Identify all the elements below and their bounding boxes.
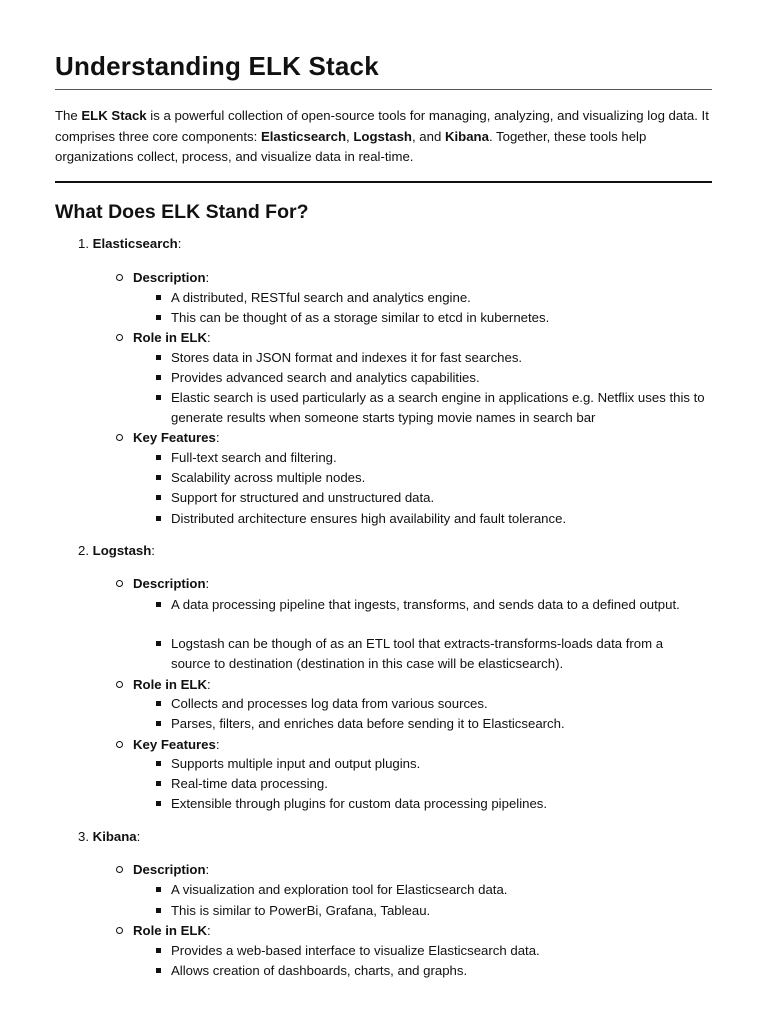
square-bullet-icon (156, 602, 161, 607)
list-item-text: Logstash can be though of as an ETL tool that extracts-transforms-loads data from a source to destination (destination in this case will be elasticsearch). (171, 636, 664, 671)
sub-item-text (133, 735, 220, 755)
sub-item-label: Key Features (133, 430, 216, 445)
sub-item-label: Key Features (133, 737, 216, 752)
list-item (156, 941, 706, 961)
square-bullet-icon (156, 887, 161, 892)
numbered-item (78, 827, 140, 847)
colon: : (215, 737, 220, 752)
square-bullet-icon (156, 455, 161, 460)
list-item-text: Provides a web-based interface to visualize Elasticsearch data. (171, 943, 540, 958)
list-item (156, 468, 706, 488)
square-bullet-icon (156, 355, 161, 360)
sub-item-label: Role in ELK (133, 923, 207, 938)
square-bullet-icon (156, 295, 161, 300)
numbered-item (78, 234, 181, 254)
list-item-text: Parses, filters, and enriches data before sending it to Elasticsearch. (171, 716, 565, 731)
sub-item-label: Role in ELK (133, 330, 207, 345)
list-item (156, 448, 706, 468)
circle-bullet-icon (116, 274, 123, 281)
page-title: Understanding ELK Stack (55, 51, 379, 81)
square-bullet-icon (156, 641, 161, 646)
square-bullet-icon (156, 495, 161, 500)
colon: : (136, 829, 141, 844)
item-number: 1. (78, 236, 89, 251)
circle-bullet-icon (116, 434, 123, 441)
colon: : (205, 862, 210, 877)
list-item (156, 774, 706, 794)
square-bullet-icon (156, 516, 161, 521)
colon: : (177, 236, 182, 251)
list-item (156, 488, 706, 508)
numbered-item (78, 541, 155, 561)
square-bullet-icon (156, 781, 161, 786)
list-item-text: Real-time data processing. (171, 776, 328, 791)
list-item (156, 348, 706, 368)
sub-item-text (133, 921, 211, 941)
list-item (156, 634, 706, 674)
intro-bold-kibana: Kibana (444, 128, 489, 144)
intro-text: , and (411, 128, 445, 144)
sub-item-label: Description (133, 270, 206, 285)
sub-item-text (133, 574, 209, 594)
sub-item-text (133, 328, 211, 348)
intro-text: The (55, 108, 82, 123)
list-item (156, 754, 706, 774)
list-item-text: A distributed, RESTful search and analytics engine. (171, 290, 471, 305)
square-bullet-icon (156, 908, 161, 913)
list-item-text: Extensible through plugins for custom data processing pipelines. (171, 796, 548, 811)
square-bullet-icon (156, 801, 161, 806)
square-bullet-icon (156, 701, 161, 706)
list-item (156, 288, 706, 308)
list-item (156, 694, 706, 714)
sub-item-label: Description (133, 862, 206, 877)
intro-bold-elk-stack: ELK Stack (81, 108, 147, 123)
circle-bullet-icon (116, 681, 123, 688)
list-item-text: A visualization and exploration tool for Elasticsearch data. (171, 882, 508, 897)
component-name: Kibana (92, 829, 137, 844)
section-heading: What Does ELK Stand For? (55, 201, 309, 223)
colon: : (215, 430, 220, 445)
list-item-text: Collects and processes log data from various sources. (171, 696, 488, 711)
list-item (156, 308, 706, 328)
list-item-text: This can be thought of as a storage similar to etcd in kubernetes. (171, 310, 550, 325)
square-bullet-icon (156, 395, 161, 400)
list-item-text: Distributed architecture ensures high availability and fault tolerance. (171, 511, 567, 526)
circle-bullet-icon (116, 927, 123, 934)
colon: : (207, 923, 211, 938)
list-item-text: Scalability across multiple nodes. (171, 470, 366, 485)
sub-item-text (133, 860, 209, 880)
list-item (156, 595, 706, 615)
list-item (156, 714, 706, 734)
sub-item-text (133, 675, 211, 695)
list-item-text: Elastic search is used particularly as a search engine in applications e.g. Netflix uses this to generate results when someone starts typing movie names in search bar (171, 390, 705, 425)
list-item-text: Stores data in JSON format and indexes it for fast searches. (171, 350, 523, 365)
list-item-text: Supports multiple input and output plugins. (171, 756, 421, 771)
list-item-text: Support for structured and unstructured data. (171, 490, 435, 505)
square-bullet-icon (156, 315, 161, 320)
title-divider (55, 89, 712, 90)
intro-text: . Together, these tools help organizations collect, process, and visualize data in real-time. (55, 128, 647, 164)
intro-text: , (346, 128, 354, 144)
sub-item-label: Role in ELK (133, 677, 207, 692)
square-bullet-icon (156, 375, 161, 380)
square-bullet-icon (156, 761, 161, 766)
square-bullet-icon (156, 968, 161, 973)
sub-item-label: Description (133, 576, 206, 591)
circle-bullet-icon (116, 866, 123, 873)
colon: : (207, 330, 211, 345)
item-number: 3. (78, 829, 89, 844)
square-bullet-icon (156, 721, 161, 726)
list-item (156, 509, 706, 529)
intro-text: is a powerful collection of open-source tools for managing, analyzing, and visualizing log data. It comprises three core components: (55, 108, 709, 144)
list-item-text: This is similar to PowerBi, Grafana, Tableau. (171, 903, 431, 918)
colon: : (151, 543, 155, 558)
list-item-text: A data processing pipeline that ingests, transforms, and sends data to a defined output. (171, 597, 680, 612)
circle-bullet-icon (116, 580, 123, 587)
intro-bold-logstash: Logstash (353, 128, 412, 144)
circle-bullet-icon (116, 334, 123, 341)
colon: : (205, 576, 210, 591)
component-name: Logstash (92, 543, 152, 558)
list-item (156, 368, 706, 388)
square-bullet-icon (156, 475, 161, 480)
intro-bold-elasticsearch: Elasticsearch (260, 128, 347, 144)
square-bullet-icon (156, 948, 161, 953)
list-item (156, 961, 706, 981)
list-item (156, 880, 706, 900)
list-item (156, 388, 706, 428)
list-item-text: Provides advanced search and analytics capabilities. (171, 370, 480, 385)
section-divider (55, 181, 712, 183)
circle-bullet-icon (116, 741, 123, 748)
list-item-text: Full-text search and filtering. (171, 450, 337, 465)
colon: : (207, 677, 211, 692)
list-item (156, 901, 706, 921)
component-name: Elasticsearch (92, 236, 178, 251)
sub-item-text (133, 428, 220, 448)
list-item (156, 794, 706, 814)
intro-paragraph (55, 106, 715, 168)
colon: : (205, 270, 210, 285)
item-number: 2. (78, 543, 89, 558)
sub-item-text (133, 268, 209, 288)
list-item-text: Allows creation of dashboards, charts, and graphs. (171, 963, 468, 978)
